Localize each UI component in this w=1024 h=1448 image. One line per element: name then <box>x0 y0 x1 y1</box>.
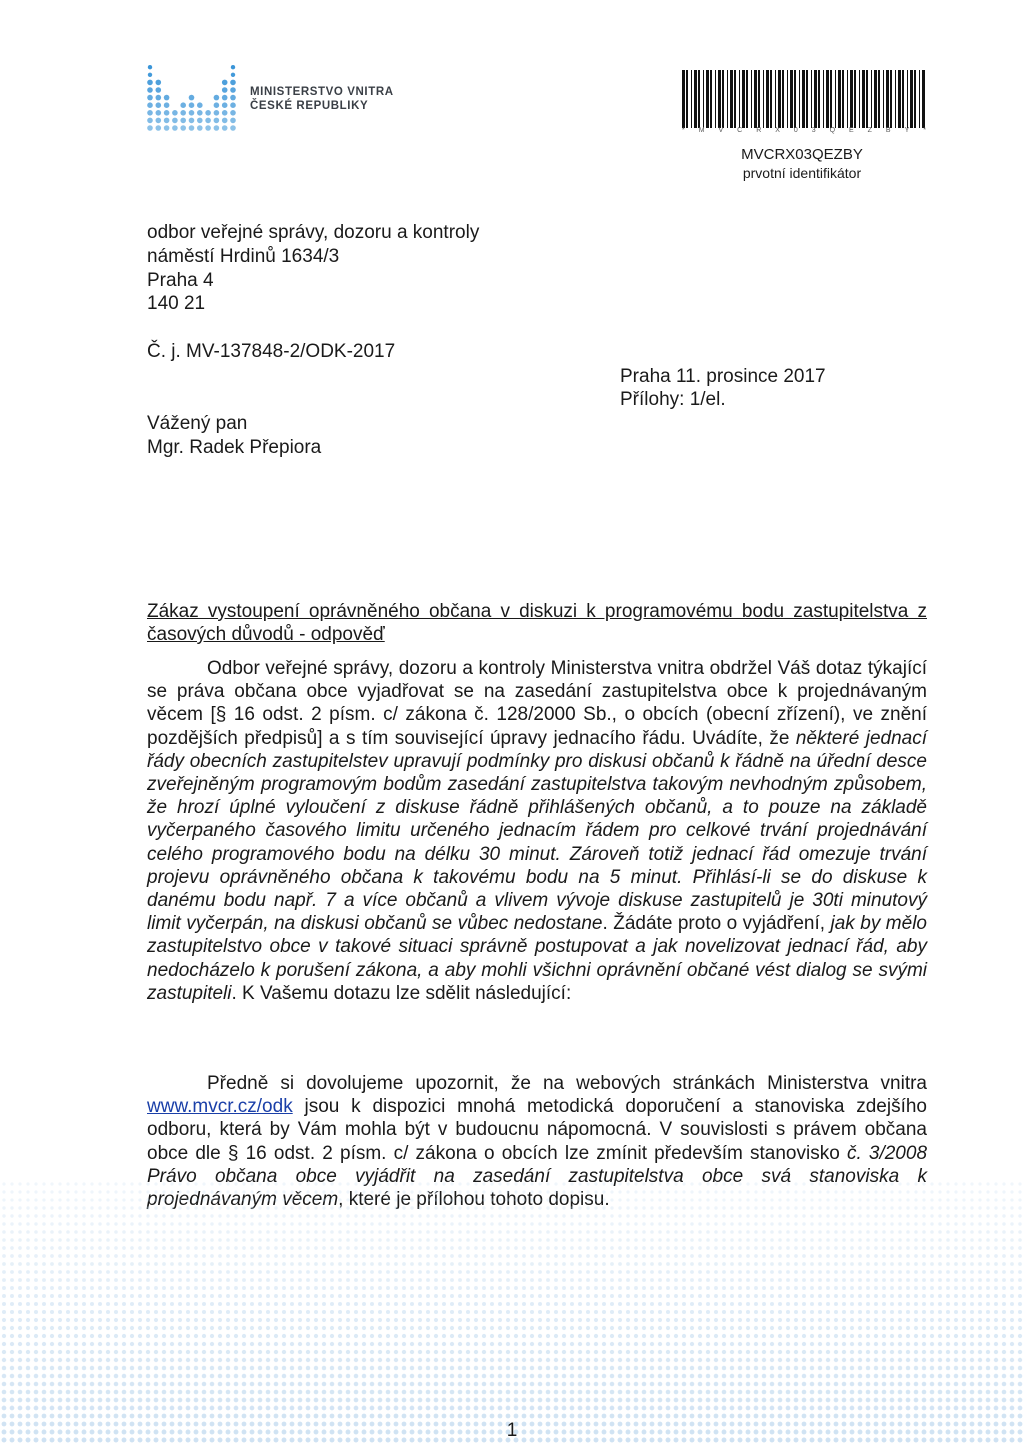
barcode-char: Z <box>867 127 872 134</box>
reference-number: Č. j. MV-137848-2/ODK-2017 <box>147 341 396 362</box>
barcode-char: 0 <box>793 127 798 134</box>
barcode-char: V <box>718 127 724 134</box>
paragraph-2-text-c: , které je přílohou tohoto dopisu. <box>338 1189 610 1211</box>
barcode-char: M <box>698 127 705 134</box>
logo-text-line2: ČESKÉ REPUBLIKY <box>250 100 369 112</box>
sender-postcode: 140 21 <box>147 293 206 314</box>
barcode-char: * <box>923 127 926 134</box>
barcode-char: R <box>756 127 762 134</box>
barcode-char: * <box>682 127 685 134</box>
sender-street: náměstí Hrdinů 1634/3 <box>147 246 340 267</box>
barcode-char: E <box>849 127 854 134</box>
barcode-char: Q <box>829 127 836 134</box>
paragraph-2-text-b: jsou k dispozici mnohá metodická doporučení a stanoviska zdejšího odboru, která by Vám mohla být v budoucnu nápomocná. V souvislosti s právem občana obce dle § 16 odst. 2 písm. c/ zákona o obcích lze zmínit především stanovisko <box>147 1096 927 1164</box>
paragraph-1-text-a: Odbor veřejné správy, dozoru a kontroly Ministerstva vnitra obdržel Váš dotaz týkající se práva občana obce vyjadřovat se na zasedání zastupitelstva obce k projednávaným věcem [§ 16 odst. 2 písm. c/ zákona č. 128/2000 Sb., o obcích (obecní zřízení), ve znění pozdějších předpisů] a s tím související úpravy jednacího řádu. Uvádíte, že <box>147 658 927 749</box>
barcode-icon <box>680 66 926 134</box>
identifier-label: prvotní identifikátor <box>742 165 862 181</box>
recipient-name: Mgr. Radek Přepiora <box>147 437 322 458</box>
barcode-char: 3 <box>811 127 816 134</box>
logo-text-line1: MINISTERSTVO VNITRA <box>250 86 394 98</box>
page-number: 1 <box>506 1420 518 1441</box>
paragraph-2-text-a: Předně si dovolujeme upozornit, že na webových stránkách Ministerstva vnitra <box>207 1073 927 1094</box>
paragraph-1-quote-a: některé jednací řády obecních zastupitelstev upravují podmínky pro diskusi občanů k řádně na úřední desce zveřejněným programovým bodům zasedání zastupitelstva takovým nevhodným způsobem, že hrozí úplné vyloučení z diskuse řádně přihlášených občanů, a to pouze na základě vyčerpaného časového limitu určeného jednacím řádem pro celkové trvání projednávání celého programového bodu na délku 30 minut. Zároveň totiž jednací řád omezuje trvání projevu oprávněného občana k takovému bodu na 5 minut. Přihlásí-li se do diskuse k danému bodu např. 7 a více občanů a vlivem vývoje diskuse zastupitelů je 30ti minutový limit vyčerpán, na diskusi občanů se vůbec nedostane <box>147 727 928 935</box>
attachments: Přílohy: 1/el. <box>620 389 726 410</box>
paragraph-1-text-c: . K Vašemu dotazu lze sdělit následující: <box>231 982 572 1004</box>
barcode-char: C <box>737 127 743 134</box>
ministry-logo-icon <box>146 60 238 132</box>
place-date: Praha 11. prosince 2017 <box>620 366 826 387</box>
barcode-char: Y <box>904 127 910 134</box>
paragraph-1-text-b: . Žádáte proto o vyjádření, <box>602 913 831 935</box>
dot-pattern-background <box>0 1180 1024 1448</box>
paragraph-1 <box>147 657 927 1005</box>
document-identifier: MVCRX03QEZBY <box>741 146 863 163</box>
paragraph-1-quote-b: jak by mělo zastupitelstvo obce v takové situaci správně postupovat a jak novelizovat jednací řád, aby nedocházelo k porušení zákona, a aby mohli všichni oprávnění občané vést dialog se svými zastupiteli <box>147 913 927 1004</box>
barcode-char: B <box>885 127 891 134</box>
barcode-caption <box>682 127 926 134</box>
mvcr-odk-link[interactable]: www.mvcr.cz/odk <box>147 1096 293 1118</box>
recipient-salutation: Vážený pan <box>147 413 248 434</box>
letter-subject: Zákaz vystoupení oprávněného občana v diskuzi k programovému bodu zastupitelstva z časových důvodů - odpověď <box>147 601 927 645</box>
sender-city: Praha 4 <box>147 270 214 291</box>
barcode-char: X <box>775 127 780 134</box>
paragraph-2-quote: č. 3/2008 Právo občana obce vyjádřit na zasedání zastupitelstva obce svá stanoviska k projednávaným věcem <box>147 1142 928 1211</box>
sender-department: odbor veřejné správy, dozoru a kontroly <box>147 222 480 243</box>
